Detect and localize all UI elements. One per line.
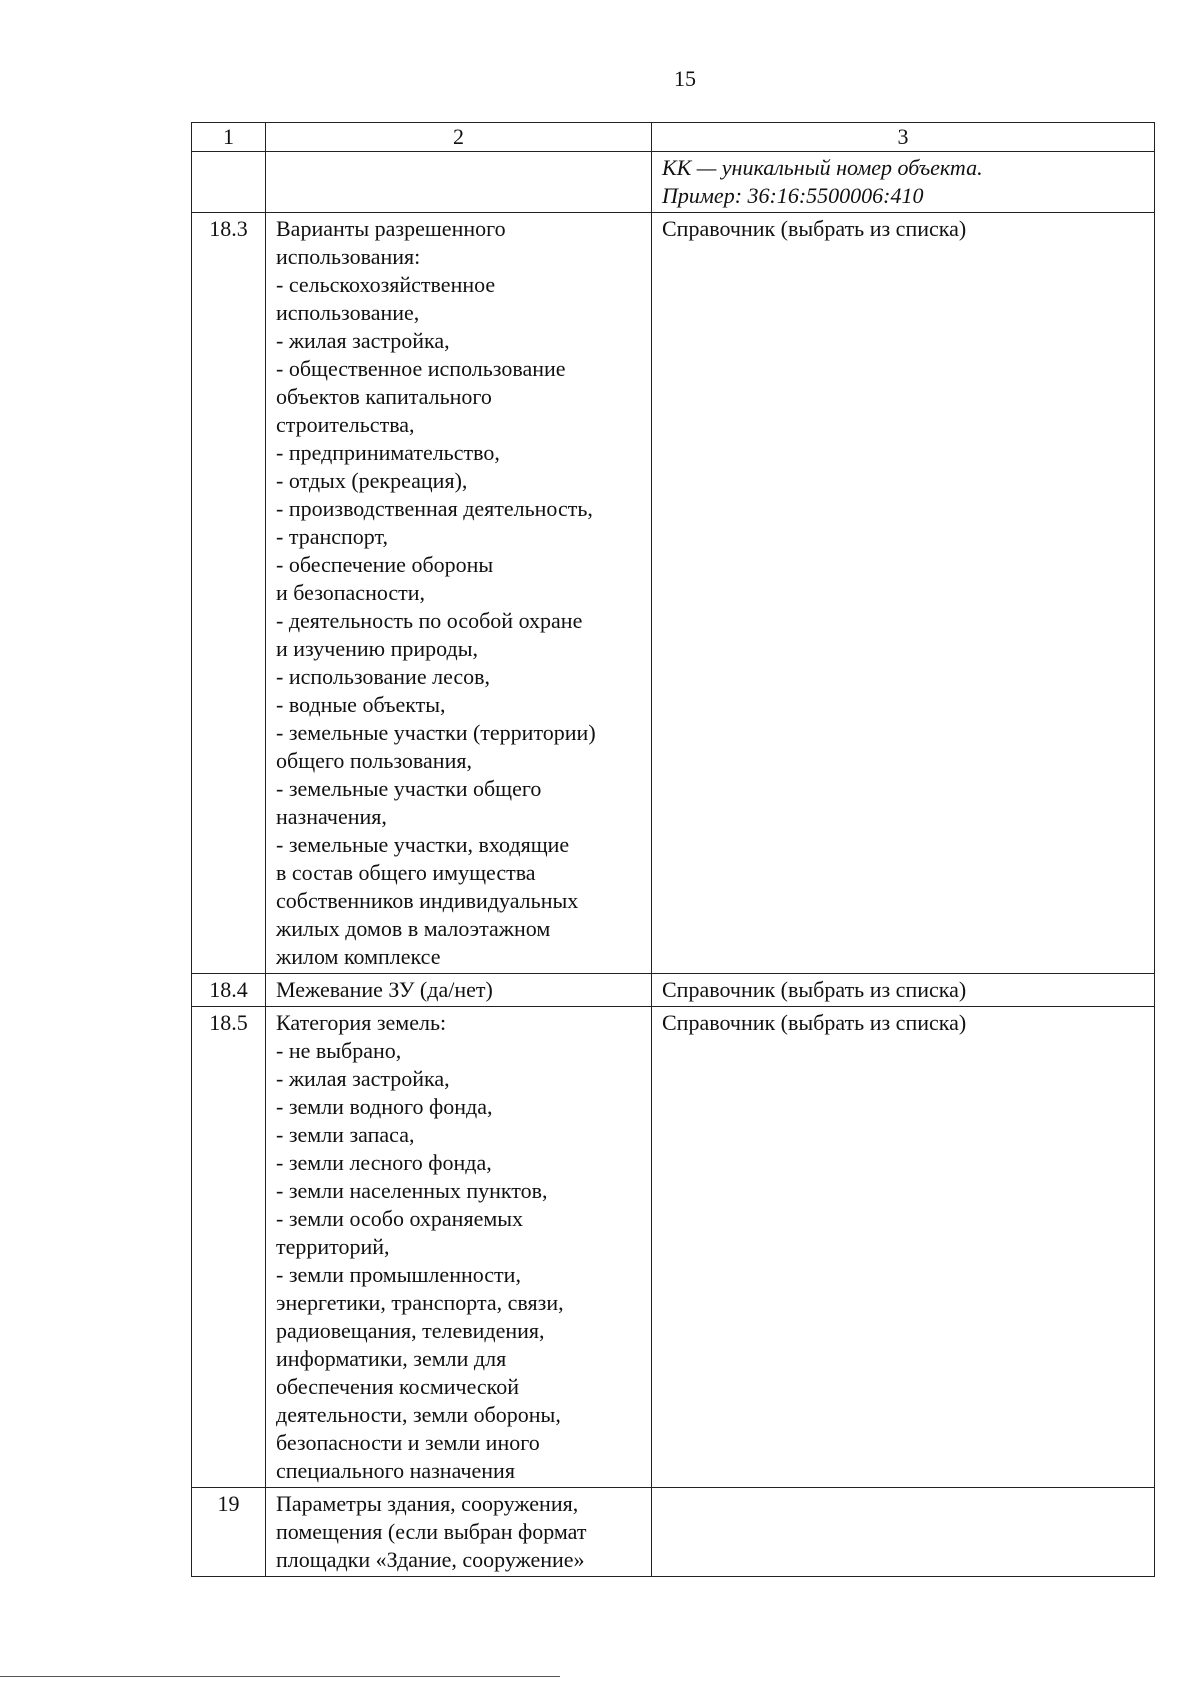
- row-description: [266, 974, 652, 1007]
- description-line: строительства,: [276, 412, 415, 437]
- value-line: Пример: 36:16:5500006:410: [662, 183, 924, 208]
- description-line: назначения,: [276, 804, 387, 829]
- header-col-3: 3: [652, 123, 1155, 152]
- row-number: 18.5: [192, 1007, 266, 1488]
- description-line: - земельные участки, входящие: [276, 832, 570, 857]
- description-line: общего пользования,: [276, 748, 472, 773]
- row-value-type: [652, 152, 1155, 213]
- description-line: безопасности и земли иного: [276, 1430, 540, 1455]
- description-line: - использование лесов,: [276, 664, 491, 689]
- description-line: - земли водного фонда,: [276, 1094, 493, 1119]
- description-line: - сельскохозяйственное: [276, 272, 496, 297]
- description-line: деятельности, земли обороны,: [276, 1402, 561, 1427]
- row-number: 18.4: [192, 974, 266, 1007]
- description-line: Параметры здания, сооружения,: [276, 1491, 579, 1516]
- description-line: - земли населенных пунктов,: [276, 1178, 548, 1203]
- value-line: Справочник (выбрать из списка): [662, 977, 967, 1002]
- row-value-type: [652, 974, 1155, 1007]
- description-line: в состав общего имущества: [276, 860, 536, 885]
- table-row: [192, 1488, 1155, 1577]
- description-line: - деятельность по особой охране: [276, 608, 583, 633]
- description-line: Варианты разрешенного: [276, 216, 506, 241]
- description-line: - земли промышленности,: [276, 1262, 521, 1287]
- row-number: [192, 152, 266, 213]
- description-line: помещения (если выбран формат: [276, 1519, 587, 1544]
- description-line: информатики, земли для: [276, 1346, 507, 1371]
- description-line: - земельные участки (территории): [276, 720, 596, 745]
- table-row: [192, 152, 1155, 213]
- description-line: - производственная деятельность,: [276, 496, 593, 521]
- description-line: объектов капитального: [276, 384, 492, 409]
- description-line: - земли запаса,: [276, 1122, 415, 1147]
- description-line: Межевание ЗУ (да/нет): [276, 977, 493, 1002]
- row-description: [266, 152, 652, 213]
- row-value-type: [652, 1488, 1155, 1577]
- description-line: территорий,: [276, 1234, 390, 1259]
- value-line: КК — уникальный номер объекта.: [662, 155, 983, 180]
- description-line: Категория земель:: [276, 1010, 447, 1035]
- value-line: Справочник (выбрать из списка): [662, 216, 967, 241]
- table-row: [192, 213, 1155, 974]
- description-line: - водные объекты,: [276, 692, 446, 717]
- description-line: - транспорт,: [276, 524, 388, 549]
- row-description: [266, 213, 652, 974]
- page-number: 15: [674, 66, 696, 91]
- table-row: [192, 1007, 1155, 1488]
- description-line: жилых домов в малоэтажном: [276, 916, 551, 941]
- description-line: использование,: [276, 300, 420, 325]
- description-line: - жилая застройка,: [276, 1066, 450, 1091]
- description-line: - земли особо охраняемых: [276, 1206, 524, 1231]
- description-line: собственников индивидуальных: [276, 888, 579, 913]
- row-value-type: [652, 1007, 1155, 1488]
- description-line: - земельные участки общего: [276, 776, 542, 801]
- description-line: обеспечения космической: [276, 1374, 520, 1399]
- description-line: - жилая застройка,: [276, 328, 450, 353]
- description-line: - предпринимательство,: [276, 440, 500, 465]
- description-line: и изучению природы,: [276, 636, 478, 661]
- description-line: - обеспечение обороны: [276, 552, 494, 577]
- row-description: [266, 1488, 652, 1577]
- page-bottom-rule: [0, 1676, 560, 1677]
- table-header-row: [192, 123, 1155, 152]
- table-row: [192, 974, 1155, 1007]
- value-line: Справочник (выбрать из списка): [662, 1010, 967, 1035]
- description-line: жилом комплексе: [276, 944, 441, 969]
- description-line: радиовещания, телевидения,: [276, 1318, 545, 1343]
- description-line: - не выбрано,: [276, 1038, 402, 1063]
- header-col-2: 2: [266, 123, 652, 152]
- description-line: - общественное использование: [276, 356, 566, 381]
- description-line: - земли лесного фонда,: [276, 1150, 492, 1175]
- row-number: 18.3: [192, 213, 266, 974]
- description-line: площадки «Здание, сооружение»: [276, 1547, 585, 1572]
- description-line: специального назначения: [276, 1458, 515, 1483]
- description-line: использования:: [276, 244, 421, 269]
- description-line: - отдых (рекреация),: [276, 468, 468, 493]
- row-value-type: [652, 213, 1155, 974]
- description-line: энергетики, транспорта, связи,: [276, 1290, 564, 1315]
- row-description: [266, 1007, 652, 1488]
- specification-table: [191, 122, 1155, 1577]
- header-col-1: 1: [192, 123, 266, 152]
- row-number: 19: [192, 1488, 266, 1577]
- description-line: и безопасности,: [276, 580, 426, 605]
